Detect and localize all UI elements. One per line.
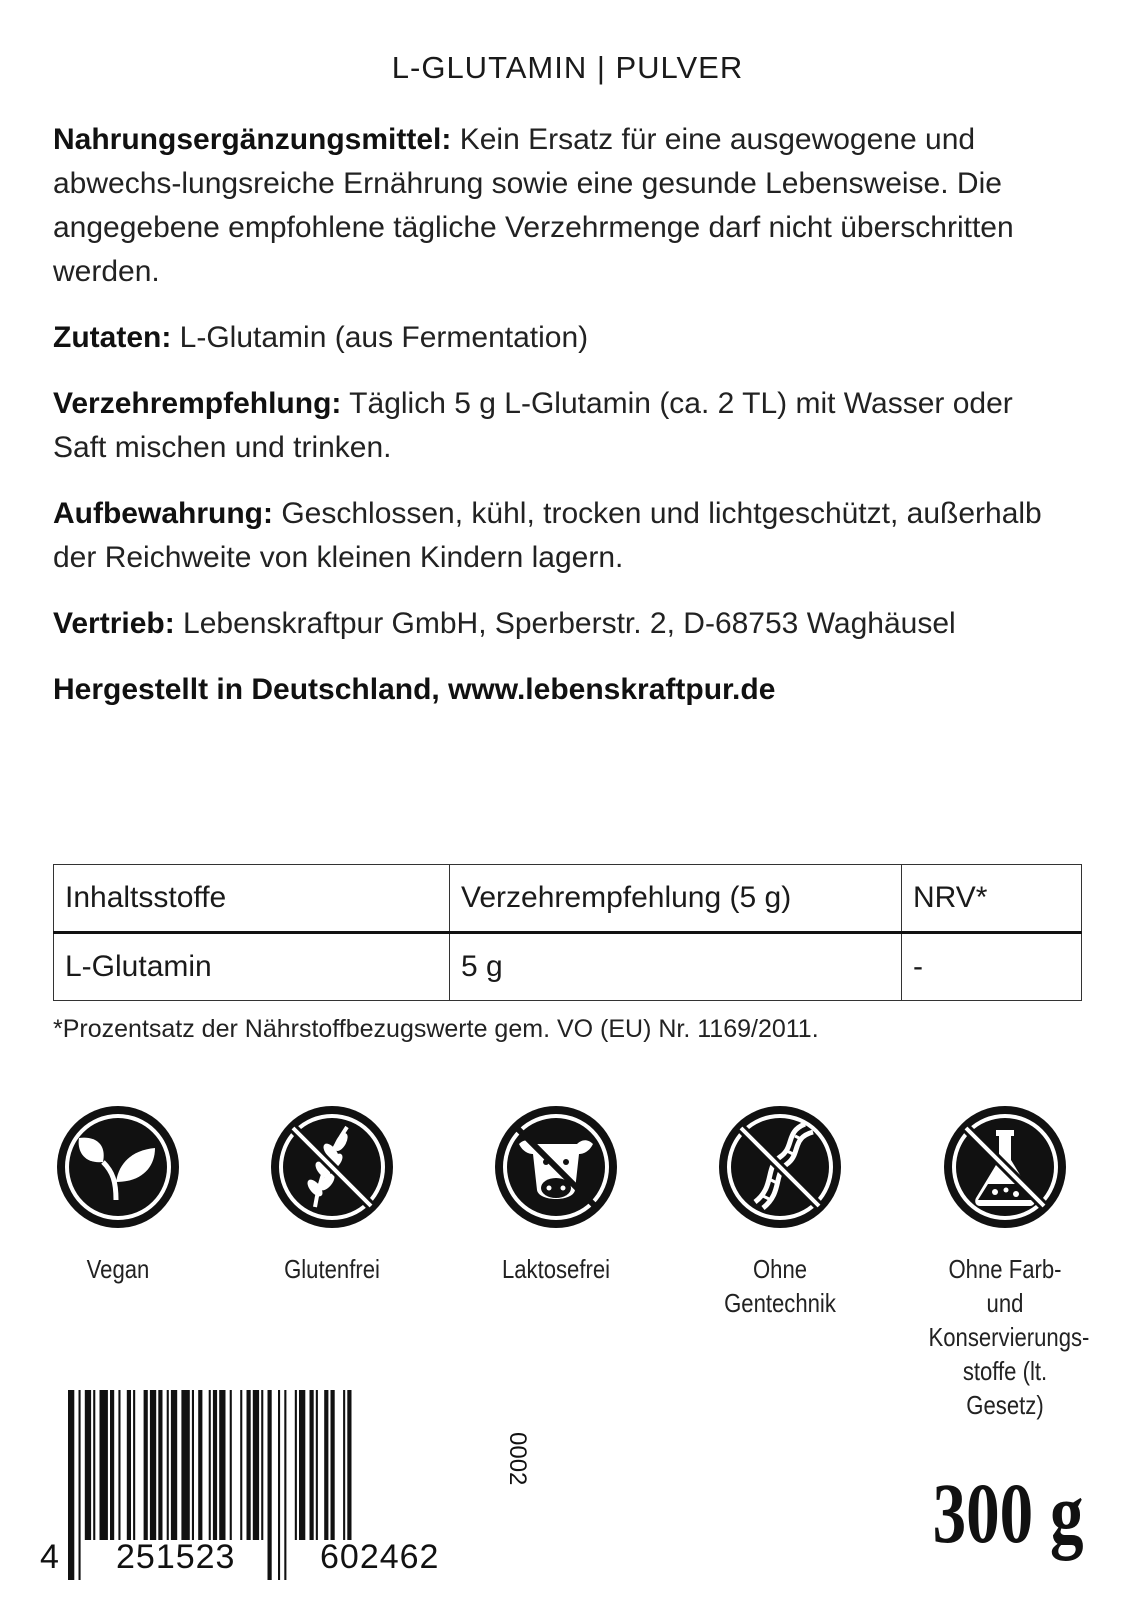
distribution-label: Vertrieb: — [53, 607, 175, 640]
barcode-bar — [150, 1390, 156, 1540]
badge-vegan — [18, 1102, 218, 1286]
barcode-bar — [310, 1390, 314, 1540]
cell-amount: 5 g — [450, 933, 902, 1001]
barcode-bar — [85, 1390, 91, 1540]
badge-label: Vegan — [86, 1254, 150, 1284]
no-additives-flask-icon — [940, 1102, 1070, 1232]
badge-lactosefree — [456, 1102, 656, 1286]
barcode-lead-digit: 4 — [40, 1538, 59, 1576]
barcode-bar — [118, 1390, 120, 1540]
badge-no-gmo — [680, 1102, 880, 1320]
barcode-bar — [295, 1390, 297, 1540]
header-ingredients: Inhaltsstoffe — [54, 865, 450, 933]
badge-label: Ohne Gentechnik — [724, 1254, 836, 1318]
nrv-footnote: *Prozentsatz der Nährstoffbezugswerte gem. VO (EU) Nr. 1169/2011. — [53, 1015, 819, 1043]
barcode-bar — [167, 1390, 169, 1540]
badge-label: Ohne Farb- und Konservierungs-stoffe (lt. Gesetz) — [928, 1254, 1090, 1420]
barcode-bar — [100, 1390, 108, 1540]
barcode-bar — [347, 1390, 351, 1540]
barcode-bar — [268, 1390, 272, 1580]
ingredients-label: Zutaten: — [53, 321, 172, 354]
barcode-bar — [93, 1390, 95, 1540]
recommendation-label: Verzehrempfehlung: — [53, 387, 342, 420]
recommendation-text: Täglich 5 g L-Glutamin (ca. 2 TL) mit Wasser oder Saft mischen und trinken. — [53, 387, 1013, 464]
barcode-bar — [324, 1390, 328, 1540]
barcode-bar — [316, 1390, 318, 1540]
barcode-bar — [198, 1390, 202, 1540]
product-title: L-GLUTAMIN | PULVER — [391, 50, 744, 85]
ingredients-paragraph — [53, 316, 1053, 360]
table-header-row — [54, 865, 1082, 933]
label-text-block — [53, 118, 1053, 734]
header-nrv: NRV* — [902, 865, 1082, 933]
barcode-bar — [343, 1390, 345, 1540]
barcode-bar — [209, 1390, 211, 1540]
supplement-text: Kein Ersatz für eine ausgewogene und abwechs-lungsreiche Ernährung sowie eine gesunde Lebensweise. Die angegebene empfohlene tägliche Verzehrmenge darf nicht überschritten werden. — [53, 123, 1014, 288]
barcode-bar — [171, 1390, 177, 1540]
supplement-label: Nahrungsergänzungsmittel: — [53, 123, 452, 156]
distribution-text: Lebenskraftpur GmbH, Sperberstr. 2, D-68753 Waghäusel — [174, 607, 956, 640]
storage-paragraph — [53, 492, 1053, 580]
barcode-bar — [133, 1390, 135, 1540]
vegan-leaf-icon — [53, 1102, 183, 1232]
barcode-side-code: 0002 — [504, 1432, 531, 1486]
barcode-group-1: 251523 — [116, 1538, 236, 1576]
cell-ingredient: L-Glutamin — [54, 933, 450, 1001]
storage-label: Aufbewahrung: — [53, 497, 273, 530]
ingredients-text: L-Glutamin (aus Fermentation) — [171, 321, 589, 354]
nutrition-table — [53, 864, 1082, 1001]
barcode-bar — [261, 1390, 263, 1540]
barcode-bar — [284, 1390, 286, 1580]
storage-text: Geschlossen, kühl, trocken und lichtgeschützt, außerhalb der Reichweite von kleinen Kindern lagern. — [53, 497, 1042, 574]
cell-nrv: - — [902, 933, 1082, 1001]
barcode-bar — [331, 1390, 335, 1540]
ean-barcode — [40, 1390, 540, 1580]
barcode-bar — [181, 1390, 189, 1540]
barcode-bar — [68, 1390, 74, 1580]
barcode-bar — [247, 1390, 251, 1540]
table-row — [54, 933, 1082, 1001]
no-gmo-dna-icon — [715, 1102, 845, 1232]
badge-label: Glutenfrei — [284, 1254, 380, 1284]
barcode-bar — [240, 1390, 242, 1540]
barcode-bar — [192, 1390, 194, 1540]
recommendation-paragraph — [53, 382, 1053, 470]
barcode-bar — [144, 1390, 148, 1540]
barcode-group-2: 602462 — [320, 1538, 440, 1576]
barcode-bar — [110, 1390, 114, 1540]
badge-label: Laktosefrei — [501, 1254, 611, 1284]
barcode-bar — [230, 1390, 232, 1540]
barcode-bar — [79, 1390, 81, 1580]
barcode-bar — [253, 1390, 259, 1540]
barcode-bar — [299, 1390, 305, 1540]
badge-no-additives — [890, 1102, 1120, 1422]
barcode-bar — [213, 1390, 217, 1540]
barcode-bar — [158, 1390, 162, 1540]
net-weight: 300 g — [932, 1465, 1083, 1561]
distribution-paragraph — [53, 602, 1053, 646]
barcode-bar — [278, 1390, 280, 1580]
supplement-paragraph — [53, 118, 1053, 294]
header-recommendation: Verzehrempfehlung (5 g) — [450, 865, 902, 933]
barcode-bar — [127, 1390, 131, 1540]
badge-glutenfree — [232, 1102, 432, 1286]
lactose-free-cow-icon — [491, 1102, 621, 1232]
made-in-line: Hergestellt in Deutschland, www.lebenskraftpur.de — [53, 673, 776, 706]
gluten-free-wheat-icon — [267, 1102, 397, 1232]
barcode-bar — [219, 1390, 225, 1540]
